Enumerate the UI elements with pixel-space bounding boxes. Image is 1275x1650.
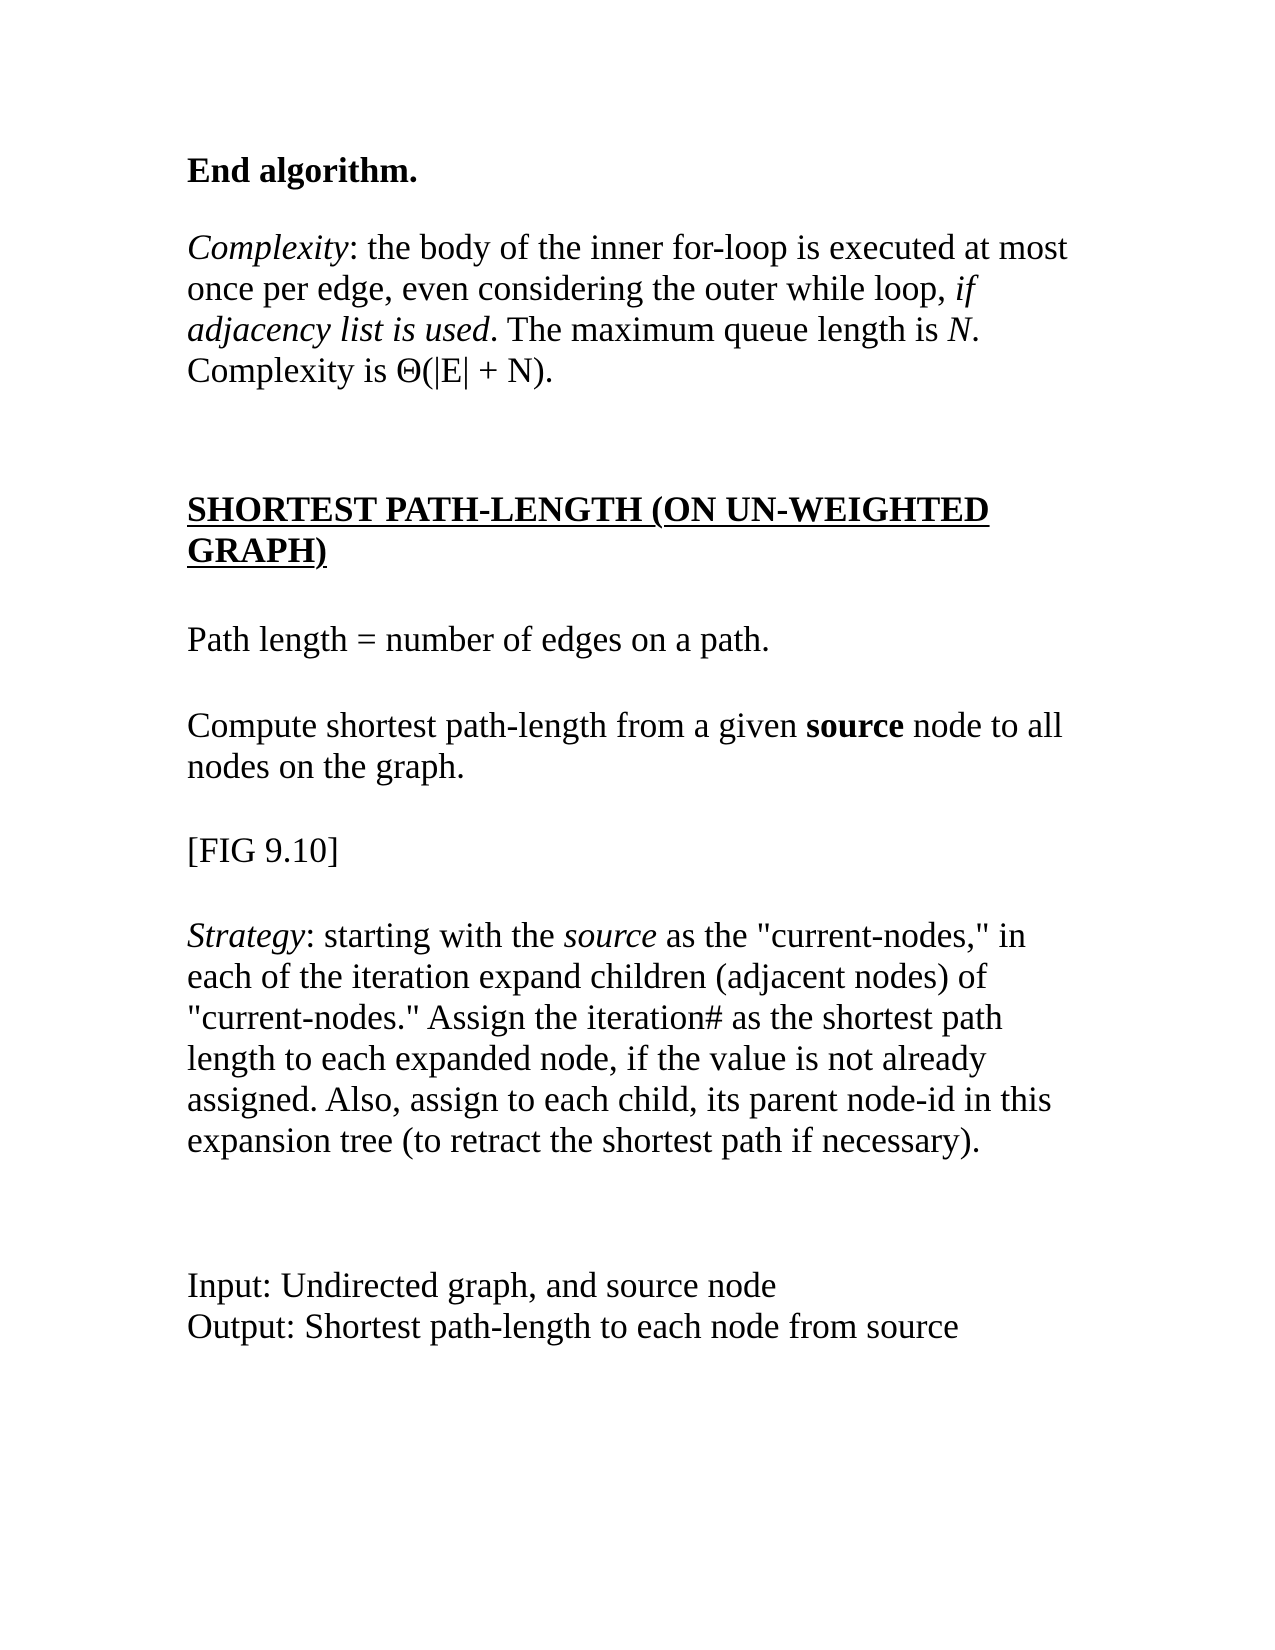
n-variable: N bbox=[947, 309, 972, 349]
complexity-paragraph bbox=[187, 227, 1087, 391]
figure-reference: [FIG 9.10] bbox=[187, 830, 339, 870]
path-length-definition: Path length = number of edges on a path. bbox=[187, 619, 770, 659]
source-italic: source bbox=[563, 915, 657, 955]
output-line: Output: Shortest path-length to each node from source bbox=[187, 1306, 959, 1346]
compute-text-before: Compute shortest path-length from a given bbox=[187, 705, 807, 745]
input-output-block bbox=[187, 1265, 1087, 1347]
input-line: Input: Undirected graph, and source node bbox=[187, 1265, 777, 1305]
strategy-text-2: as the "current-nodes," in each of the iteration expand children (adjacent nodes) of "current-nodes." Assign the iteration# as the shortest path length to each expanded node, if the value is not already assigned. Also, assign to each child, its parent node-id in this expansion tree (to retract the shortest path if necessary). bbox=[187, 915, 1052, 1160]
section-heading: SHORTEST PATH-LENGTH (ON UN-WEIGHTED GRAPH) bbox=[187, 489, 990, 570]
strategy-text-1: : starting with the bbox=[305, 915, 564, 955]
complexity-text-3: . Complexity is Θ(|E| + N). bbox=[187, 309, 981, 390]
compute-paragraph bbox=[187, 705, 1087, 787]
complexity-text-1: : the body of the inner for-loop is executed at most once per edge, even considering the outer while loop, bbox=[187, 227, 1068, 308]
complexity-label: Complexity bbox=[187, 227, 349, 267]
strategy-label: Strategy bbox=[187, 915, 306, 955]
adjacency-list-phrase: if adjacency list is used bbox=[187, 268, 975, 349]
source-keyword: source bbox=[806, 705, 905, 745]
complexity-text-2: . The maximum queue length is bbox=[489, 309, 948, 349]
strategy-paragraph bbox=[187, 915, 1087, 1161]
compute-text-after: node to all nodes on the graph. bbox=[187, 705, 1063, 786]
end-algorithm-heading: End algorithm. bbox=[187, 150, 418, 190]
